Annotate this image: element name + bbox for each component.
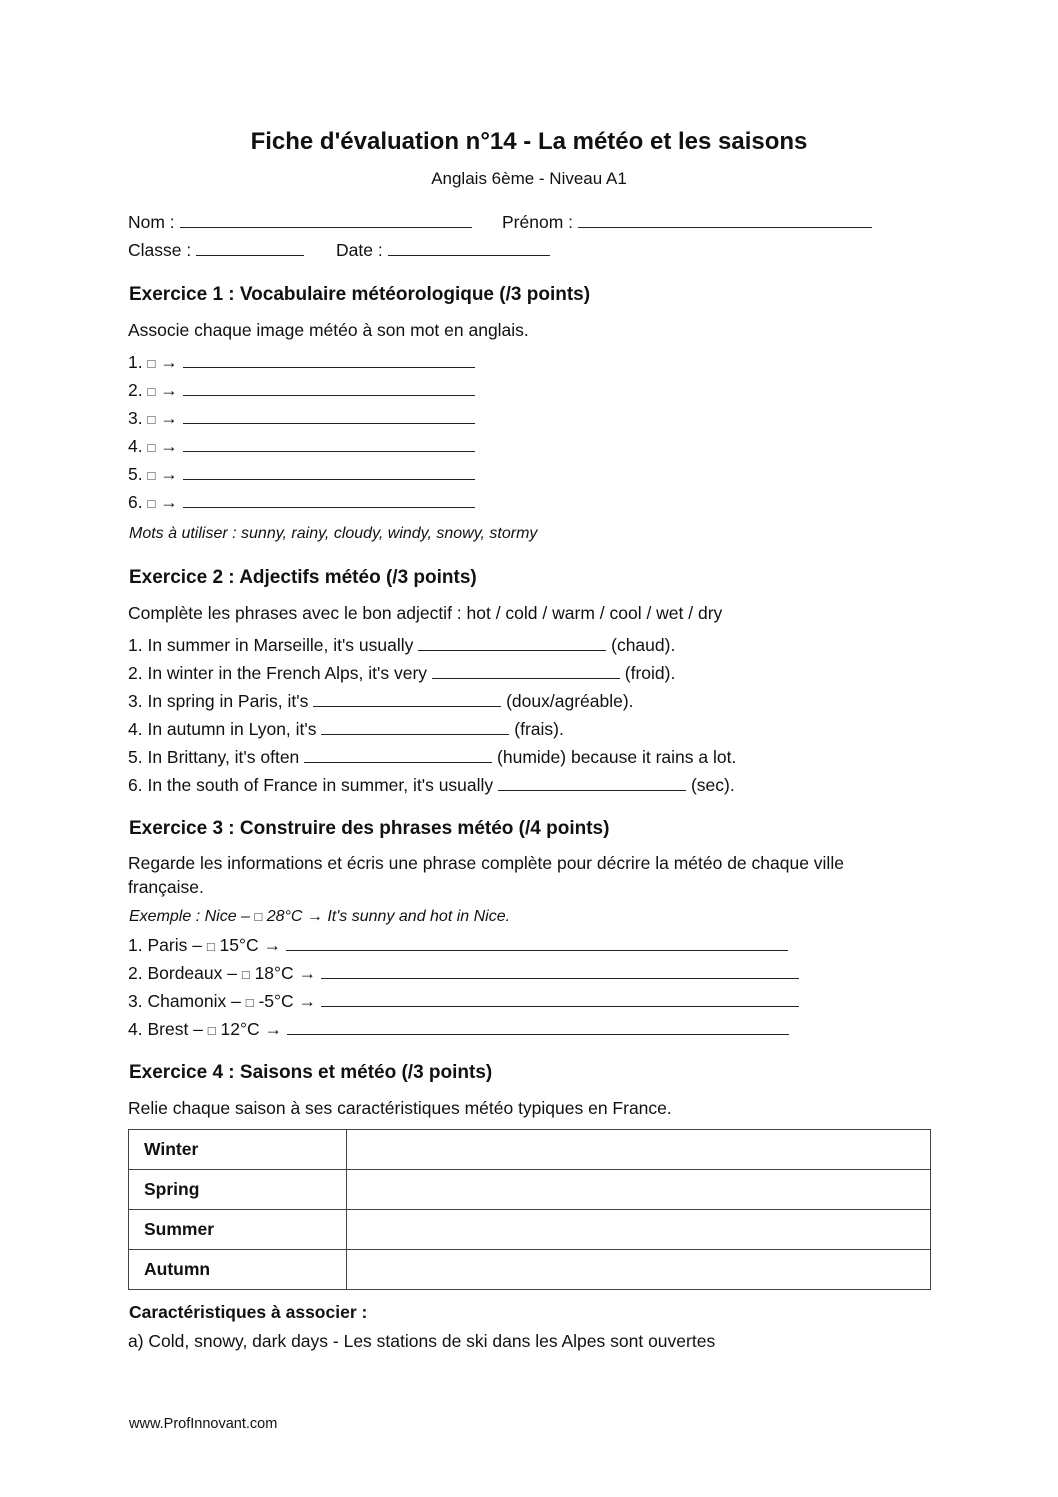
sentence-start: 3. In spring in Paris, it's (128, 691, 309, 711)
answer-cell[interactable] (347, 1130, 931, 1170)
date-blank[interactable] (388, 254, 550, 256)
exercise3-item (128, 991, 799, 1012)
sentence-start: 5. In Brittany, it's often (128, 747, 300, 767)
weather-emoji-placeholder-icon: □ (206, 939, 215, 954)
city-temp: 15°C (219, 935, 259, 955)
answer-blank[interactable] (183, 450, 475, 452)
answer-blank[interactable] (418, 649, 606, 651)
page-title: Fiche d'évaluation n°14 - La météo et les saisons (250, 128, 808, 155)
arrow-icon: → (160, 408, 178, 428)
exercise1-item (128, 464, 475, 485)
exercise2-item (128, 663, 675, 684)
item-number: 4. (128, 436, 143, 456)
exercise1-heading: Exercice 1 : Vocabulaire météorologique (/3 points) (129, 284, 591, 305)
weather-emoji-placeholder-icon: □ (147, 468, 156, 483)
sentence-end: (doux/agréable). (506, 691, 634, 711)
exercise1-instruction: Associe chaque image météo à son mot en anglais. (128, 320, 529, 340)
exercise2-item (128, 691, 634, 712)
exercise1-item (128, 408, 475, 429)
arrow-icon: → (160, 492, 178, 512)
nom-field[interactable] (128, 212, 472, 233)
city-temp: -5°C (258, 991, 294, 1011)
city-temp: 18°C (254, 963, 294, 983)
item-number: 3. (128, 408, 143, 428)
city-prefix: 3. Chamonix – (128, 991, 241, 1011)
exercise4-heading: Exercice 4 : Saisons et météo (/3 points) (129, 1062, 493, 1083)
answer-cell[interactable] (347, 1170, 931, 1210)
season-cell: Winter (129, 1130, 347, 1170)
sentence-start: 1. In summer in Marseille, it's usually (128, 635, 414, 655)
prenom-label: Prénom : (502, 212, 573, 232)
exercise4-instruction: Relie chaque saison à ses caractéristiques météo typiques en France. (128, 1098, 672, 1118)
answer-blank[interactable] (183, 478, 475, 480)
exercise2-heading: Exercice 2 : Adjectifs météo (/3 points) (129, 567, 477, 588)
example-prefix: Exemple : Nice – (129, 908, 250, 925)
exercise3-item (128, 1019, 789, 1040)
exercise3-instruction-line2: française. (128, 877, 204, 897)
answer-blank[interactable] (183, 394, 475, 396)
item-number: 2. (128, 380, 143, 400)
table-row (129, 1170, 931, 1210)
city-prefix: 4. Brest – (128, 1019, 203, 1039)
date-field[interactable] (336, 240, 550, 261)
exercise1-item (128, 352, 475, 373)
answer-blank[interactable] (183, 422, 475, 424)
exercise3-instruction-line1: Regarde les informations et écris une phrase complète pour décrire la météo de chaque ville (128, 853, 844, 873)
sentence-end: (humide) because it rains a lot. (497, 747, 737, 767)
characteristics-heading: Caractéristiques à associer : (129, 1302, 368, 1322)
season-cell: Autumn (129, 1250, 347, 1290)
weather-emoji-placeholder-icon: □ (147, 356, 156, 371)
classe-label: Classe : (128, 240, 192, 260)
example-result: It's sunny and hot in Nice. (327, 908, 511, 925)
prenom-field[interactable] (502, 212, 872, 233)
item-number: 5. (128, 464, 143, 484)
sentence-end: (sec). (690, 775, 735, 795)
sentence-start: 4. In autumn in Lyon, it's (128, 719, 317, 739)
answer-blank[interactable] (304, 761, 492, 763)
seasons-table (128, 1129, 931, 1290)
weather-emoji-placeholder-icon: □ (147, 440, 156, 455)
exercise2-item (128, 719, 564, 740)
arrow-icon: → (160, 436, 178, 456)
answer-blank[interactable] (498, 789, 686, 791)
answer-blank[interactable] (432, 677, 620, 679)
exercise2-item (128, 747, 736, 768)
arrow-icon: → (160, 352, 178, 372)
exercise3-item (128, 963, 799, 984)
item-number: 1. (128, 352, 143, 372)
answer-cell[interactable] (347, 1250, 931, 1290)
answer-blank[interactable] (313, 705, 501, 707)
item-number: 6. (128, 492, 143, 512)
answer-blank[interactable] (321, 733, 509, 735)
nom-label: Nom : (128, 212, 175, 232)
answer-blank[interactable] (286, 949, 788, 951)
classe-field[interactable] (128, 240, 304, 261)
exercise3-example (129, 908, 510, 926)
sentence-end: (froid). (624, 663, 676, 683)
weather-emoji-placeholder-icon: □ (147, 384, 156, 399)
nom-blank[interactable] (180, 226, 472, 228)
exercise3-heading: Exercice 3 : Construire des phrases météo (/4 points) (129, 818, 610, 839)
exercise2-instruction: Complète les phrases avec le bon adjectif : hot / cold / warm / cool / wet / dry (128, 603, 723, 623)
exercise1-item (128, 492, 475, 513)
table-row (129, 1250, 931, 1290)
exercise1-item (128, 380, 475, 401)
weather-emoji-placeholder-icon: □ (241, 967, 250, 982)
answer-blank[interactable] (321, 977, 799, 979)
footer-website: www.ProfInnovant.com (129, 1416, 278, 1432)
sentence-end: (chaud). (611, 635, 676, 655)
season-cell: Summer (129, 1210, 347, 1250)
exercise2-item (128, 635, 675, 656)
answer-blank[interactable] (183, 506, 475, 508)
sentence-start: 2. In winter in the French Alps, it's very (128, 663, 428, 683)
answer-blank[interactable] (183, 366, 475, 368)
arrow-icon: → (263, 935, 282, 955)
season-cell: Spring (129, 1170, 347, 1210)
arrow-icon: → (160, 464, 178, 484)
table-row (129, 1130, 931, 1170)
weather-emoji-placeholder-icon: □ (147, 496, 156, 511)
arrow-icon: → (298, 991, 317, 1011)
weather-emoji-placeholder-icon: □ (254, 909, 263, 924)
weather-emoji-placeholder-icon: □ (207, 1023, 216, 1038)
exercise2-item (128, 775, 735, 796)
arrow-icon: → (298, 963, 317, 983)
city-prefix: 1. Paris – (128, 935, 202, 955)
city-prefix: 2. Bordeaux – (128, 963, 237, 983)
answer-blank[interactable] (287, 1033, 789, 1035)
exercise1-word-bank: Mots à utiliser : sunny, rainy, cloudy, windy, snowy, stormy (129, 525, 538, 542)
sentence-end: (frais). (514, 719, 564, 739)
exercise1-item (128, 436, 475, 457)
arrow-icon: → (264, 1019, 282, 1039)
weather-emoji-placeholder-icon: □ (245, 995, 254, 1010)
weather-emoji-placeholder-icon: □ (147, 412, 156, 427)
prenom-blank[interactable] (578, 226, 872, 228)
sentence-start: 6. In the south of France in summer, it's usually (128, 775, 494, 795)
example-temp: 28°C (266, 908, 303, 925)
city-temp: 12°C (220, 1019, 260, 1039)
date-label: Date : (336, 240, 383, 260)
page-subtitle: Anglais 6ème - Niveau A1 (431, 169, 627, 188)
characteristic-item: a) Cold, snowy, dark days - Les stations de ski dans les Alpes sont ouvertes (128, 1331, 716, 1351)
classe-blank[interactable] (196, 254, 304, 256)
arrow-icon: → (160, 380, 178, 400)
answer-cell[interactable] (347, 1210, 931, 1250)
answer-blank[interactable] (321, 1005, 799, 1007)
table-row (129, 1210, 931, 1250)
exercise3-item (128, 935, 788, 956)
arrow-icon: → (306, 908, 323, 925)
